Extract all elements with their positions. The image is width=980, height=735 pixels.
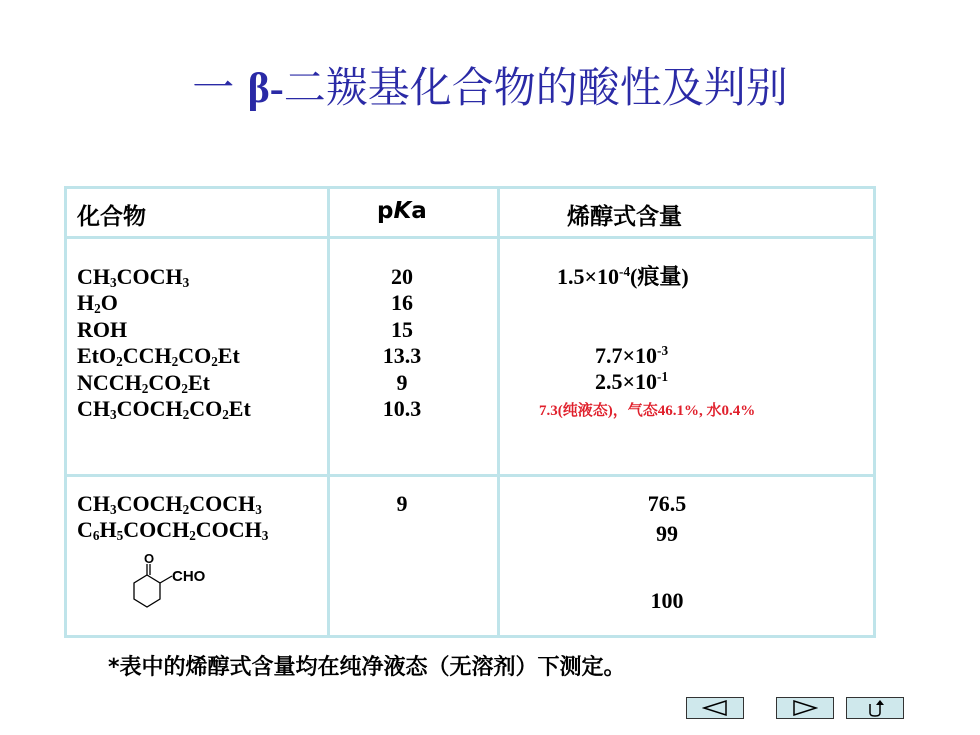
enol-value: 76.5 (647, 491, 687, 516)
header-pka-a: a (411, 198, 427, 224)
column-divider (497, 189, 500, 635)
enol-note: (痕量) (630, 264, 689, 289)
pka-value: 16 (391, 290, 413, 316)
triangle-right-icon (792, 700, 818, 716)
title-prefix: 一 (192, 63, 248, 112)
cho-label: CHO (172, 568, 206, 585)
pka-value: 15 (391, 316, 413, 342)
oxygen-label: O (144, 553, 155, 566)
header-divider (67, 236, 873, 239)
next-button[interactable] (776, 697, 834, 719)
enol-cyanoacetate (595, 369, 668, 395)
enol-value: 99 (656, 521, 678, 546)
return-arrow-icon (865, 699, 885, 717)
pka-value: 9 (396, 369, 408, 395)
return-button[interactable] (846, 697, 904, 719)
enol-value: 2.5×10 (595, 369, 658, 394)
compound-benzoylacetone: $C_6H_5COCH_2COCH_3$ (77, 517, 269, 544)
pka-value: 20 (391, 264, 413, 289)
cyclohexanone-carbaldehyde-structure (117, 553, 227, 615)
pka-value: 9 (396, 491, 408, 516)
enol-acetone (557, 264, 689, 290)
enol-exponent: -4 (619, 264, 631, 279)
group-divider (67, 474, 873, 477)
enol-acetoacetate: 7.3(纯液态)，气态46.1%, 水0.4% (539, 403, 756, 419)
compound-list-2 (77, 491, 268, 544)
compound-acetone: $CH_3COCH_3$ (77, 264, 190, 290)
enol-exponent: -3 (657, 343, 669, 358)
header-enol: 烯醇式含量 (567, 204, 682, 230)
compound-list-1 (77, 264, 251, 422)
pka-value: 10.3 (382, 396, 422, 422)
enol-exponent: -1 (657, 369, 669, 384)
pka-list-1 (357, 264, 447, 422)
enol-malonate (595, 343, 668, 369)
page-title (0, 55, 980, 115)
header-pka-p: p (377, 198, 394, 224)
enol-value: 100 (650, 588, 684, 613)
compound-acetylacetone: $CH_3COCH_2COCH_3$ (77, 491, 262, 517)
enol-value: 7.7×10 (595, 343, 658, 368)
pka-value: 13.3 (382, 343, 422, 369)
data-table (64, 186, 876, 638)
compound-ethyl-acetoacetate: $CH_3COCH_2CO_2Et$ (77, 396, 251, 423)
compound-diethyl-malonate: $EtO_2CCH_2CO_2Et$ (77, 343, 240, 370)
title-beta: β- (247, 66, 284, 112)
prev-button[interactable] (686, 697, 744, 719)
compound-alcohol: ROH (77, 316, 128, 342)
triangle-left-icon (702, 700, 728, 716)
header-compound: 化合物 (77, 204, 146, 230)
enol-value: 1.5×10 (557, 264, 620, 289)
title-rest: 二羰基化合物的酸性及判别 (283, 63, 788, 112)
compound-ethyl-cyanoacetate: $NCCH_2CO_2Et$ (77, 369, 210, 396)
header-pka (377, 198, 427, 224)
header-pka-k: K (393, 198, 412, 224)
compound-water: $H_2O$ (77, 290, 118, 317)
footnote: *表中的烯醇式含量均在纯净液态（无溶剂）下测定。 (108, 655, 626, 680)
column-divider (327, 189, 330, 635)
